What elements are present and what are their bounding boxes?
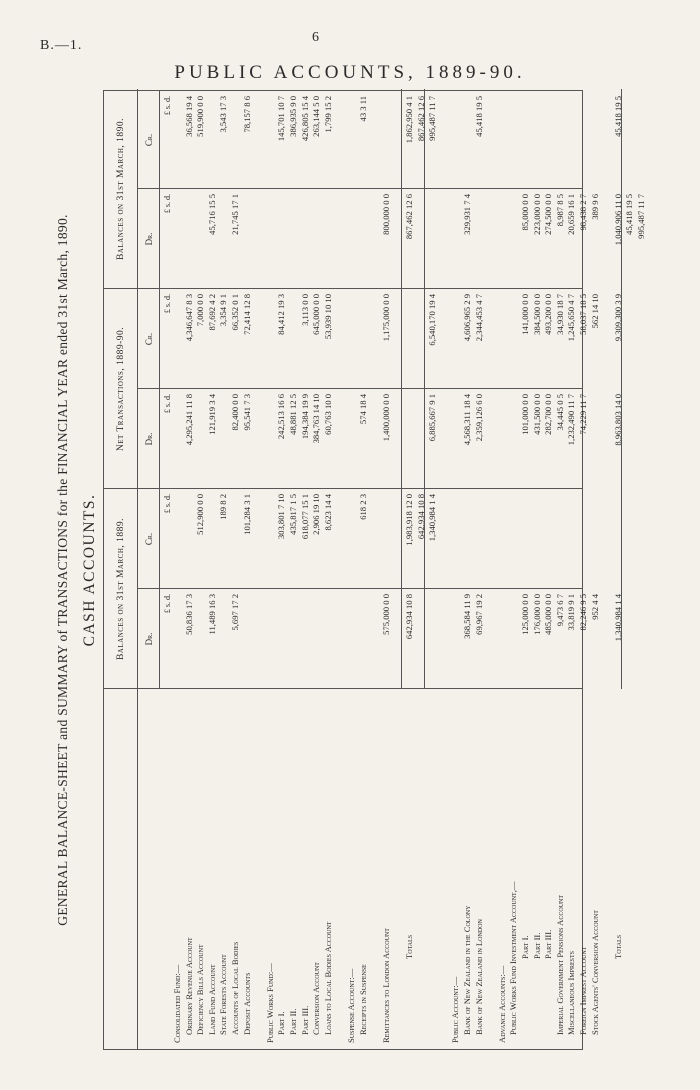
- table-row: [288, 89, 300, 1049]
- row-label: Public Works Fund:—: [264, 963, 275, 1043]
- table-row: [624, 89, 636, 1049]
- row-label: Foreign Imprest Account: [578, 946, 588, 1035]
- table-row: [334, 89, 346, 1049]
- header-balances-1890: Balances on 31st March, 1890.: [104, 89, 138, 289]
- amount-cell-dr89: 9,473 6 7: [554, 594, 565, 627]
- amount-cell-dr90: 274,500 0 0: [543, 194, 554, 235]
- amount-cell-cr90: 1,862,950 4 1: [404, 96, 414, 144]
- header-net-transactions: Net Transactions, 1889-90.: [104, 289, 138, 489]
- amount-cell-dr89: 50,836 17 3: [183, 594, 194, 635]
- row-label: Conversion Account: [311, 962, 322, 1035]
- amount-cell-dr89: 485,000 0 0: [543, 594, 554, 635]
- row-label: Loans to Local Bodies Account: [322, 921, 333, 1035]
- row-label: Public Works Fund Investment Account,—: [508, 881, 519, 1035]
- row-label: Bank of New Zealand in London: [473, 919, 484, 1035]
- table-row: [184, 89, 196, 1049]
- amount-cell-dr90: 20,659 16 1: [566, 194, 577, 235]
- amount-cell-crn: 34,930 18 7: [554, 294, 565, 335]
- table-row: [195, 89, 207, 1049]
- amount-cell-dr90: 995,487 11 7: [636, 194, 646, 239]
- amount-cell-drn: 2,359,126 6 0: [473, 394, 484, 442]
- amount-cell-drn: 6,885,667 9 1: [427, 394, 438, 442]
- amount-cell-crn: 87,692 4 2: [206, 294, 217, 331]
- amount-cell-dr89: 1,340,984 1 4: [612, 594, 623, 642]
- table-row: [230, 89, 242, 1049]
- amount-cell-dr89: 642,934 10 8: [404, 594, 414, 640]
- table-row: [300, 89, 312, 1049]
- row-label: Part II.: [288, 1008, 298, 1035]
- table-row: [369, 89, 381, 1049]
- table-row: [427, 89, 439, 1049]
- amount-cell-dr90: 1,040,906 11 0: [612, 194, 623, 246]
- amount-cell-drn: 282,700 0 0: [543, 394, 554, 435]
- sheet-title: GENERAL BALANCE-SHEET and SUMMARY of TRANSACTIONS for the FINANCIAL YEAR ended 31st March, 1890.: [55, 214, 70, 926]
- table-row: [207, 89, 219, 1049]
- page-number: 6: [312, 30, 319, 45]
- table-row: [416, 89, 428, 1049]
- row-label: Miscellaneous Imprests: [566, 951, 577, 1035]
- amount-cell-drn: 384,763 14 10: [311, 394, 322, 444]
- units-label: £ s. d.: [163, 96, 172, 116]
- amount-cell-crn: 1,175,000 0 0: [380, 294, 391, 342]
- amount-cell-cr89: 435,817 1 5: [288, 494, 298, 535]
- row-label: Accounts of Local Bodies: [230, 941, 240, 1035]
- cash-accounts-table: [103, 90, 646, 1050]
- amount-cell-cr89: 189 8 2: [218, 494, 229, 520]
- amount-cell-dr89: 176,000 0 0: [531, 594, 542, 635]
- amount-cell-cr89: 1,340,984 1 4: [427, 494, 438, 542]
- row-label: State Forests Account: [218, 954, 229, 1035]
- amount-cell-crn: 493,200 0 0: [543, 294, 554, 335]
- amount-cell-crn: 384,500 0 0: [531, 294, 542, 335]
- table-row: [543, 89, 555, 1049]
- table-row: [253, 89, 265, 1049]
- amount-cell-cr89: 618,077 15 1: [299, 494, 310, 540]
- amount-cell-drn: 95,541 7 3: [241, 394, 252, 431]
- amount-cell-drn: 34,445 0 5: [554, 394, 565, 431]
- table-row: [474, 89, 486, 1049]
- units-label: £ s. d.: [163, 594, 172, 614]
- amount-cell-drn: 194,384 19 9: [299, 394, 310, 440]
- row-label: Totals: [612, 934, 623, 959]
- amount-cell-crn: 1,245,650 4 7: [566, 294, 577, 342]
- amount-cell-drn: 1,400,000 0 0: [380, 394, 391, 442]
- amount-cell-cr90: 867,462 12 6: [415, 96, 426, 142]
- subheader-dr-net: Dr.: [138, 389, 160, 489]
- amount-cell-drn: 242,513 16 6: [276, 394, 287, 440]
- amount-cell-dr90: 223,000 0 0: [531, 194, 542, 235]
- row-label: Part III.: [299, 1005, 310, 1035]
- row-label: Imperial Government Pensions Account: [554, 894, 565, 1035]
- units-label: £ s. d.: [163, 494, 172, 514]
- amount-cell-crn: 141,000 0 0: [520, 294, 530, 335]
- row-label: Part III.: [543, 929, 554, 959]
- table-row: [485, 89, 497, 1049]
- amount-cell-cr90: 78,157 8 6: [241, 96, 252, 133]
- amount-cell-cr90: 386,935 9 0: [288, 96, 298, 137]
- amount-cell-dr89: 11,489 16 3: [206, 594, 217, 635]
- amount-cell-dr89: 69,967 19 2: [473, 594, 484, 635]
- units-label: £ s. d.: [163, 394, 172, 414]
- rotated-balance-sheet: [55, 90, 655, 1050]
- amount-cell-crn: 72,414 12 8: [241, 294, 252, 335]
- amount-cell-cr90: 426,805 15 4: [299, 96, 310, 142]
- amount-cell-dr90: 21,745 17 1: [230, 194, 240, 235]
- table-row: [578, 89, 590, 1049]
- amount-cell-drn: 48,881 12 5: [288, 394, 298, 435]
- amount-cell-dr90: 98,438 2 7: [578, 194, 588, 231]
- table-row: [590, 89, 602, 1049]
- amount-cell-cr90: 45,418 19 5: [473, 96, 484, 137]
- amount-cell-dr90: 85,000 0 0: [520, 194, 530, 231]
- amount-cell-cr90: 43 3 11: [357, 96, 368, 122]
- amount-cell-crn: 9,309,300 3 9: [612, 294, 623, 342]
- subheader-dr-1889: Dr.: [138, 589, 160, 689]
- amount-cell-drn: 101,000 0 0: [520, 394, 530, 435]
- table-row: [218, 89, 230, 1049]
- units-label: £ s. d.: [163, 194, 172, 214]
- table-row: [636, 89, 648, 1049]
- table-row: [404, 89, 416, 1049]
- amount-cell-cr89: 642,934 10 8: [415, 494, 426, 540]
- amount-cell-dr89: 952 4 4: [589, 594, 600, 620]
- row-label: Remittances to London Account: [380, 928, 391, 1043]
- amount-cell-cr90: 45,418 19 5: [612, 96, 623, 137]
- row-label: Totals: [404, 934, 414, 959]
- table-row: [276, 89, 288, 1049]
- table-row: [497, 89, 509, 1049]
- row-label: Public Account:—: [450, 976, 461, 1043]
- amount-cell-cr89: 618 2 3: [357, 494, 368, 520]
- total-rule: [424, 89, 425, 689]
- subheader-dr-1890: Dr.: [138, 189, 160, 289]
- table-row: [323, 89, 335, 1049]
- amount-cell-cr89: 1,983,918 12 0: [404, 494, 414, 546]
- row-label: Receipts in Suspense: [357, 964, 368, 1035]
- amount-cell-cr89: 2,906 19 10: [311, 494, 322, 535]
- amount-cell-dr90: 329,931 7 4: [462, 194, 472, 235]
- amount-cell-drn: 4,295,241 11 8: [183, 394, 194, 446]
- amount-cell-crn: 6,540,170 19 4: [427, 294, 438, 346]
- table-row: [439, 89, 451, 1049]
- row-label: Bank of New Zealand in the Colony: [462, 905, 472, 1035]
- amount-cell-cr89: 512,900 0 0: [195, 494, 206, 535]
- amount-cell-cr90: 995,487 11 7: [427, 96, 438, 141]
- table-row: [450, 89, 462, 1049]
- amount-cell-dr89: 82,246 9 5: [578, 594, 588, 631]
- table-row: [346, 89, 358, 1049]
- sheet-subtitle: CASH ACCOUNTS.: [81, 493, 98, 647]
- page-title: PUBLIC ACCOUNTS, 1889-90.: [174, 62, 526, 83]
- amount-cell-crn: 58,037 18 5: [578, 294, 588, 335]
- amount-cell-drn: 121,919 3 4: [206, 394, 217, 435]
- amount-cell-cr90: 1,799 15 2: [322, 96, 333, 133]
- amount-cell-cr90: 263,144 5 0: [311, 96, 322, 137]
- amount-cell-drn: 60,763 10 0: [322, 394, 333, 435]
- table-row: [555, 89, 567, 1049]
- table-row: [462, 89, 474, 1049]
- header-balances-1889: Balances on 31st March, 1889.: [104, 489, 138, 689]
- table-row: [358, 89, 370, 1049]
- subheader-cr-1889: Cr.: [138, 489, 160, 589]
- amount-cell-drn: 8,963,803 14 0: [612, 394, 623, 446]
- amount-cell-dr90: 45,418 19 5: [624, 194, 635, 235]
- row-label: Part I.: [276, 1011, 287, 1035]
- amount-cell-drn: 82,400 0 0: [230, 394, 240, 431]
- amount-cell-crn: 3,354 9 1: [218, 294, 229, 327]
- table-row: [381, 89, 393, 1049]
- total-rule: [621, 89, 622, 689]
- amount-cell-dr90: 389 9 6: [589, 194, 600, 220]
- amount-cell-crn: 7,000 0 0: [195, 294, 206, 327]
- amount-cell-cr89: 8,623 14 4: [322, 494, 333, 531]
- amount-cell-crn: 4,346,647 8 3: [183, 294, 194, 342]
- amount-cell-cr89: 101,284 3 1: [241, 494, 252, 535]
- table-row: [601, 89, 613, 1049]
- table-row: [520, 89, 532, 1049]
- units-label: £ s. d.: [163, 294, 172, 314]
- document-reference: B.—1.: [40, 38, 83, 53]
- table-row: [265, 89, 277, 1049]
- row-label: Ordinary Revenue Account: [183, 937, 194, 1035]
- row-label: Suspense Account:—: [346, 968, 356, 1043]
- amount-cell-dr89: 368,584 11 9: [462, 594, 472, 639]
- amount-cell-dr89: 33,819 9 1: [566, 594, 577, 631]
- amount-cell-crn: 562 14 10: [589, 294, 600, 329]
- amount-cell-drn: 574 18 4: [357, 394, 368, 425]
- amount-cell-crn: 4,606,965 2 9: [462, 294, 472, 342]
- amount-cell-dr89: 125,000 0 0: [520, 594, 530, 635]
- row-label: Deposit Accounts: [241, 972, 252, 1035]
- amount-cell-dr89: 5,697 17 2: [230, 594, 240, 631]
- amount-cell-crn: 66,352 0 1: [230, 294, 240, 331]
- page-header: [0, 0, 700, 90]
- amount-cell-cr90: 145,701 10 7: [276, 96, 287, 142]
- amount-cell-drn: 4,568,311 18 4: [462, 394, 472, 446]
- amount-cell-cr90: 519,900 0 0: [195, 96, 206, 137]
- amount-cell-drn: 74,229 11 7: [578, 394, 588, 435]
- table-row: [532, 89, 544, 1049]
- table-row: [392, 89, 404, 1049]
- subheader-cr-net: Cr.: [138, 289, 160, 389]
- row-label: Land Fund Account: [206, 964, 217, 1035]
- table-row: [172, 89, 184, 1049]
- subheader-blank: [138, 689, 160, 1049]
- amount-cell-dr90: 867,462 12 6: [404, 194, 414, 240]
- amount-cell-dr90: 8,987 8 5: [554, 194, 565, 227]
- amount-cell-crn: 645,000 0 0: [311, 294, 322, 335]
- amount-cell-drn: 431,500 0 0: [531, 394, 542, 435]
- table-row: [242, 89, 254, 1049]
- table-row: [508, 89, 520, 1049]
- amount-cell-dr90: 45,716 15 5: [206, 194, 217, 235]
- amount-cell-crn: 2,344,453 4 7: [473, 294, 484, 342]
- table-row: [311, 89, 323, 1049]
- amount-cell-dr89: 575,000 0 0: [380, 594, 391, 635]
- amount-cell-crn: 3,113 0 0: [299, 294, 310, 326]
- row-label: Consolidated Fund:—: [172, 964, 182, 1043]
- table-row: [566, 89, 578, 1049]
- row-label: Part II.: [531, 932, 542, 959]
- row-label: Deficiency Bills Account: [195, 944, 206, 1035]
- row-label: Advance Accounts:—: [496, 965, 507, 1043]
- row-label: Stock Agents' Conversion Account: [589, 910, 600, 1035]
- amount-cell-crn: 53,939 10 10: [322, 294, 333, 340]
- amount-cell-cr90: 3,543 17 3: [218, 96, 229, 133]
- table-row: [613, 89, 625, 1049]
- amount-cell-crn: 84,412 19 3: [276, 294, 287, 335]
- amount-cell-cr89: 303,801 7 10: [276, 494, 287, 540]
- header-blank: [104, 689, 138, 1049]
- amount-cell-drn: 1,232,490 11 7: [566, 394, 577, 446]
- row-label: Part I.: [520, 935, 530, 959]
- subheader-cr-1890: Cr.: [138, 91, 160, 189]
- amount-cell-dr90: 800,000 0 0: [380, 194, 391, 235]
- total-rule: [401, 89, 402, 689]
- amount-cell-cr90: 36,568 19 4: [183, 96, 194, 137]
